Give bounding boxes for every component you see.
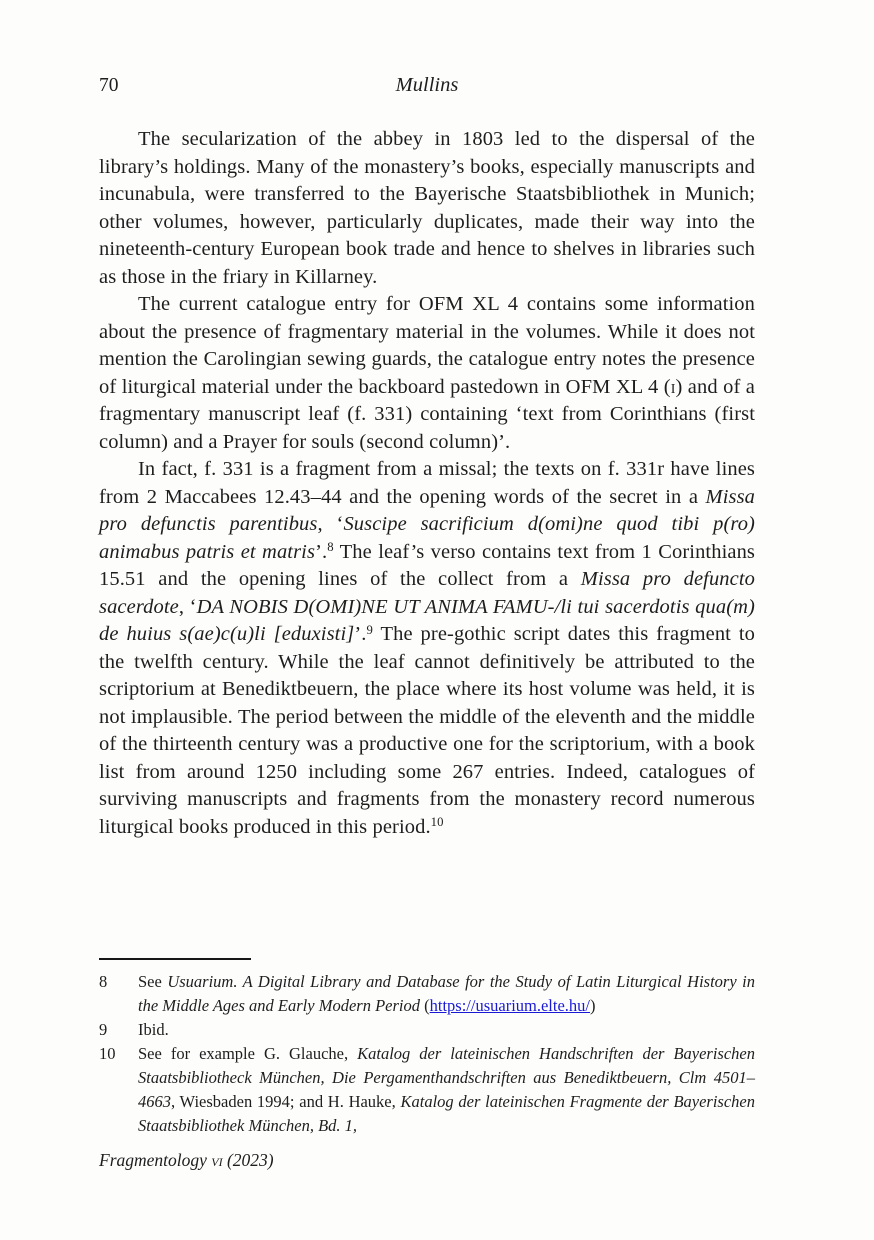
text-run: Katalog der lateinischen Handschriften der Bayerischen Staatsbibliotheck München, Die Pergamenthandschriften aus Benediktbeuern, Clm 4501–4663 (138, 1044, 755, 1111)
text-run: Fragmentology (99, 1150, 212, 1170)
text-run: vi (211, 1150, 223, 1170)
footnote-ref: 10 (430, 815, 444, 830)
body-paragraph-3 (99, 456, 755, 841)
footnote-text (138, 972, 755, 1015)
page-number: 70 (99, 75, 119, 96)
external-link[interactable]: https://usuarium.elte.hu/ (429, 996, 591, 1015)
text-run: , Wiesbaden 1994; and H. Hauke, (171, 1092, 401, 1111)
text-run: (2023) (222, 1150, 274, 1170)
text-run: i (670, 375, 676, 398)
text-run: Usuarium. A Digital Library and Database for the Study of Latin Liturgical History in the Middle Ages and Early Modern Period (138, 972, 755, 1015)
text-run: ) (590, 996, 596, 1015)
text-run: The secularization of the abbey in 1803 led to the dispersal of the library’s holdings. Many of the monastery’s books, especially manuscripts and incunabula, were transferred to the Bayerische Staatsbibliothek in Munich; other volumes, however, particularly duplicates, made their way into the nineteenth-century European book trade and hence to shelves in libraries such as those in the friary in Killarney. (99, 128, 755, 288)
text-run: See for example G. Glauche, (138, 1044, 358, 1063)
footnotes-section (99, 970, 755, 1138)
text-run: Katalog der lateinischen Fragmente der Bayerischen Staatsbibliothek München, Bd. 1, (138, 1092, 755, 1135)
text-run: ) and of a fragmentary manuscript leaf (f. 331) containing ‘text from Corinthians (first column) and a Prayer for souls (second column)’. (99, 375, 755, 453)
article-body (99, 126, 755, 952)
running-head-author: Mullins (395, 74, 459, 96)
text-run: The current catalogue entry for OFM XL 4 contains some information about the presence of fragmentary material in the volumes. While it does not mention the Carolingian sewing guards, the catalogue entry notes the presence of liturgical material under the backboard pastedown in OFM XL 4 ( (99, 293, 755, 398)
text-run: Ibid. (138, 1020, 169, 1039)
footnote-ref: 8 (327, 540, 334, 555)
footnote-8 (99, 970, 755, 1018)
footnote-separator (99, 958, 251, 960)
footnote-10 (99, 1042, 755, 1138)
body-paragraph-2 (99, 291, 755, 456)
text-run: ( (419, 996, 430, 1015)
journal-imprint (99, 1148, 755, 1172)
footnote-number: 8 (99, 972, 108, 991)
text-run: Suscipe sacrificium d(omi)ne quod tibi p(ro) animabus patris et matris (99, 513, 755, 563)
text-run: , ‘ (317, 513, 344, 535)
text-run: ’. (354, 623, 367, 645)
body-paragraph-1 (99, 126, 755, 291)
footnote-number: 9 (99, 1020, 108, 1039)
text-run: Missa pro defunctis parentibus (99, 485, 755, 535)
text-run: In fact, f. 331 is a fragment from a missal; the texts on f. 331r have lines from 2 Maccabees 12.43–44 and the opening words of the secret in a (99, 458, 755, 508)
text-run: , ‘ (178, 595, 197, 618)
footnote-text (138, 1020, 169, 1039)
footnote-text (138, 1044, 755, 1135)
text-run: See (138, 972, 168, 991)
text-run: Missa pro defuncto sacerdote (99, 568, 755, 618)
footnote-number: 10 (99, 1044, 116, 1063)
text-run: DA NOBIS D(OMI)NE UT ANIMA FAMU-/li tui sacerdotis qua(m) de huius s(ae)c(u)li [eduxisti] (99, 595, 755, 645)
text-run: ’. (315, 540, 328, 563)
text-run: The pre-gothic script dates this fragment to the twelfth century. While the leaf cannot definitively be attributed to the scriptorium at Benediktbeuern, the place where its host volume was held, it is not implausible. The period between the middle of the eleventh and the middle of the thirteenth century was a productive one for the scriptorium, with a book list from around 1250 including some 267 entries. Indeed, catalogues of surviving manuscripts and fragments from the monastery record numerous liturgical books produced in this period. (99, 623, 756, 838)
text-run: The leaf’s verso contains text from 1 Corinthians 15.51 and the opening lines of the collect from a (99, 540, 755, 590)
footnote-9 (99, 1018, 755, 1042)
footnote-ref: 9 (366, 622, 373, 637)
running-header (99, 72, 755, 99)
